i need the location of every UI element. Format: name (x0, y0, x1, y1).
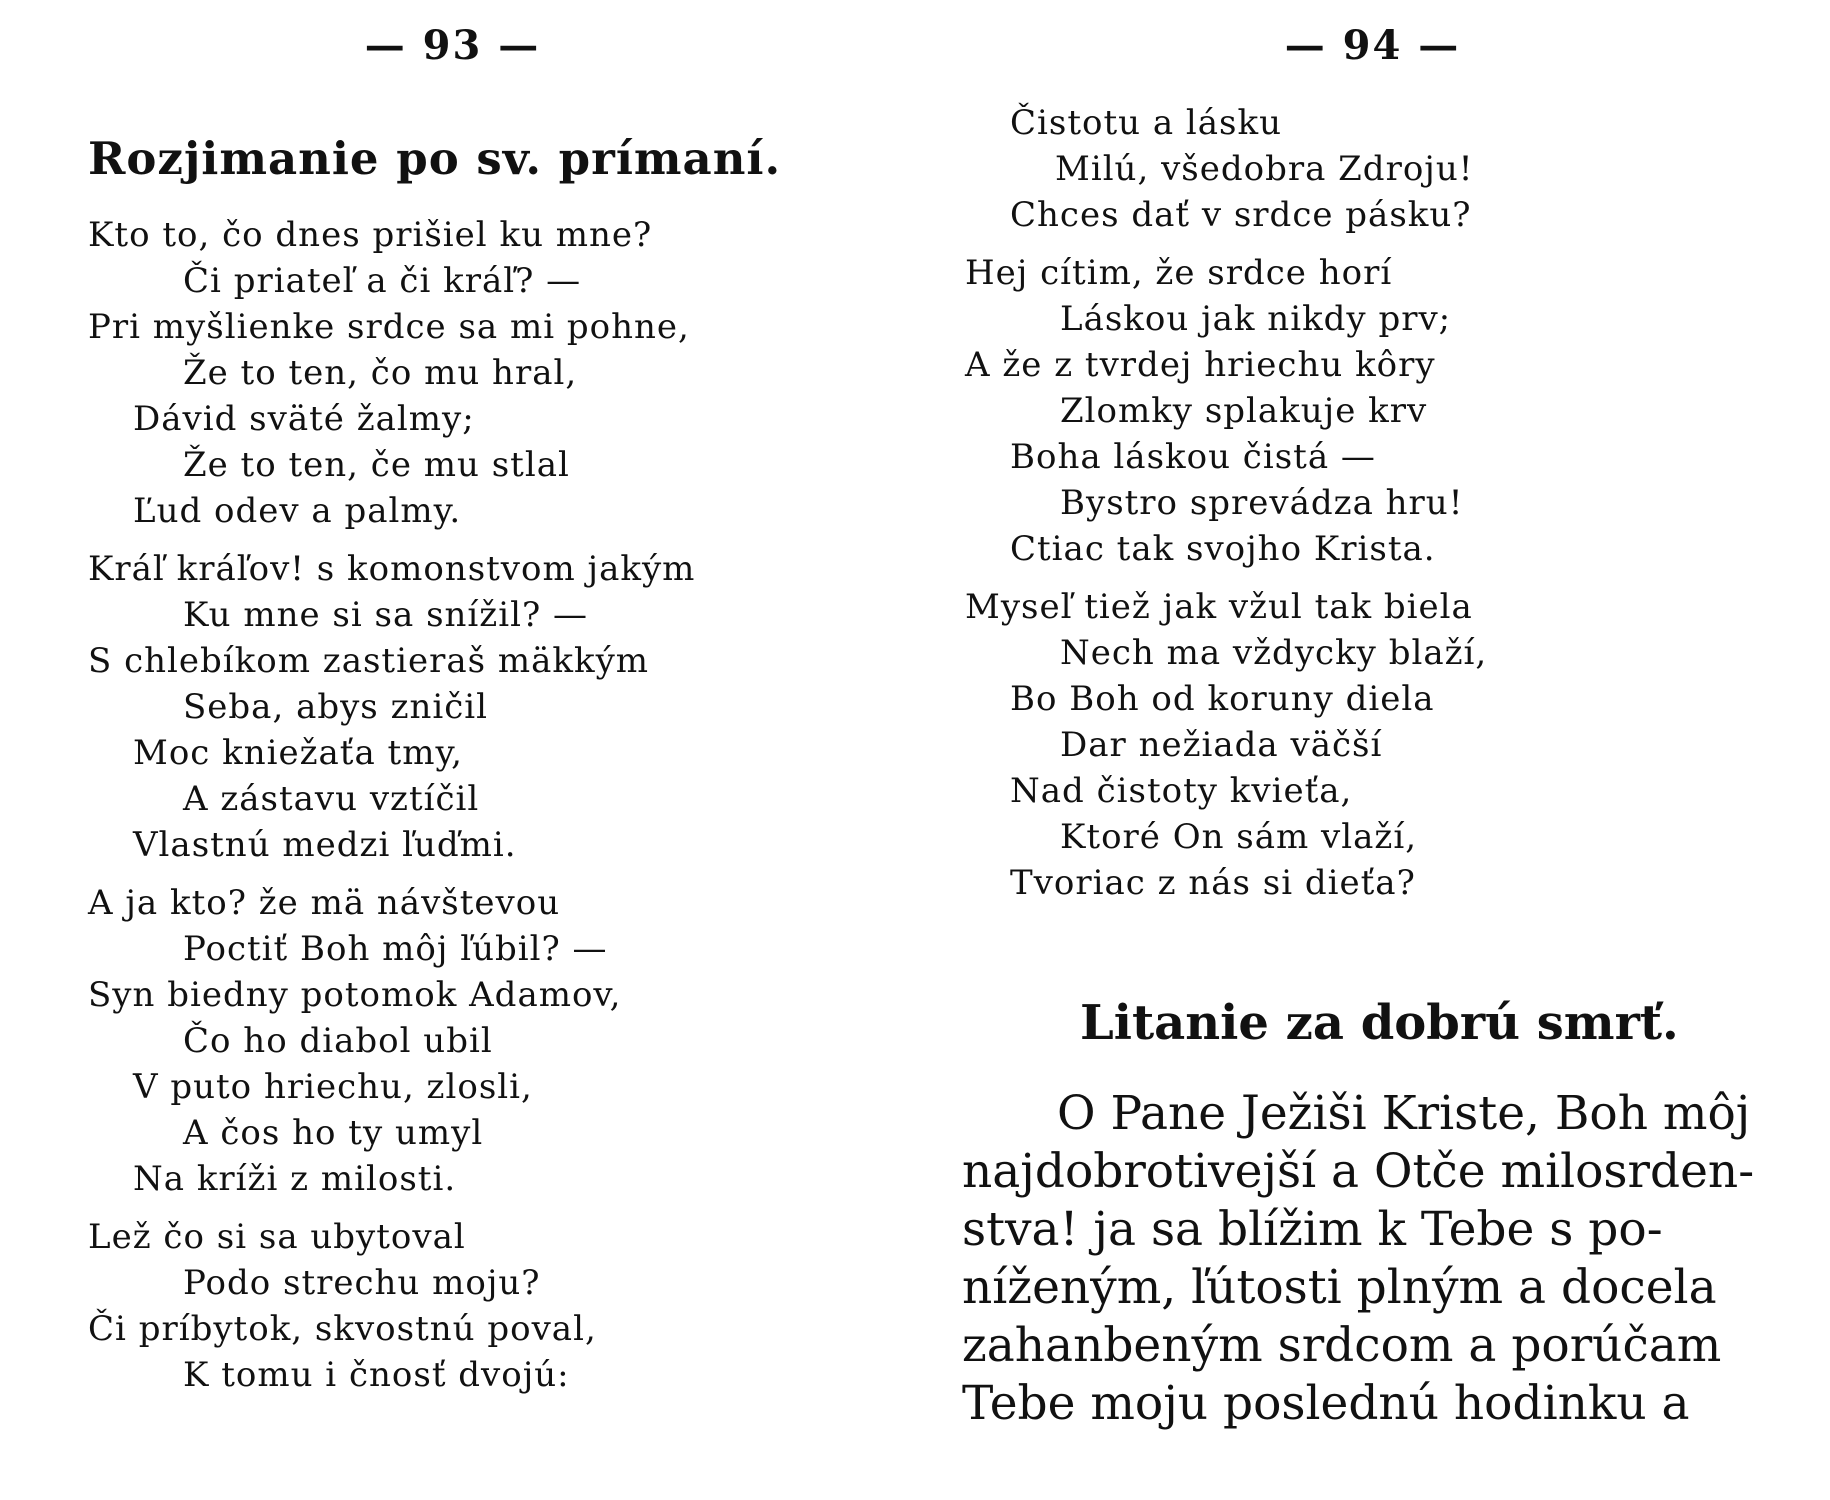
verse-line: Ktoré On sám vlaží, (1060, 817, 1418, 857)
verse-line: Pri myšlienke srdce sa mi pohne, (88, 307, 690, 347)
verse-line: Lež čo si sa ubytoval (88, 1217, 466, 1257)
text-line: stva! ja sa blížim k Tebe s po- (962, 1202, 1663, 1257)
text-line: O Pane Ježiši Kriste, Boh môj (1057, 1086, 1751, 1141)
verse-line: Moc kniežaťa tmy, (133, 733, 463, 773)
verse-line: Čo ho diabol ubil (183, 1021, 493, 1061)
verse-line: Chces dať v srdce pásku? (1010, 195, 1472, 235)
verse-line: Nad čistoty kvieťa, (1010, 771, 1353, 811)
verse-line: S chlebíkom zastieraš mäkkým (88, 641, 650, 681)
verse-line: Poctiť Boh môj ľúbil? — (183, 929, 608, 969)
text-line: zahanbeným srdcom a porúčam (962, 1318, 1722, 1373)
verse-line: Že to ten, če mu stlal (183, 445, 570, 485)
stanza (88, 212, 695, 534)
verse-line: Nech ma vždycky blaží, (1060, 633, 1488, 673)
poem-left (88, 212, 695, 1398)
stanza (88, 546, 695, 868)
verse-line: Bo Boh od koruny diela (1010, 679, 1435, 719)
verse-line: Či príbytok, skvostnú poval, (88, 1309, 597, 1349)
verse-line: Bystro sprevádza hru! (1060, 483, 1464, 523)
stanza (88, 880, 695, 1202)
verse-line: Seba, abys zničil (183, 687, 489, 727)
stanza (1010, 100, 1487, 238)
verse-line: Zlomky splakuje krv (1060, 391, 1428, 431)
verse-line: Syn biedny potomok Adamov, (88, 975, 622, 1015)
text-line: Tebe moju poslednú hodinku a (962, 1376, 1690, 1431)
litany-text (962, 1085, 1814, 1433)
verse-line: A zástavu vztíčil (183, 779, 480, 819)
litany-title: Litanie za dobrú smrť. (1080, 995, 1679, 1051)
poem-title: Rozjimanie po sv. prímaní. (88, 132, 782, 185)
verse-line: Čistotu a lásku (1010, 103, 1283, 143)
page-number-right: — 94 — (1284, 22, 1461, 69)
verse-line: Myseľ tiež jak vžul tak biela (965, 587, 1473, 627)
verse-line: Milú, všedobra Zdroju! (1055, 149, 1474, 189)
verse-line: Kto to, čo dnes prišiel ku mne? (88, 215, 653, 255)
verse-line: Hej cítim, že srdce horí (965, 253, 1393, 293)
verse-line: Ľud odev a palmy. (133, 491, 462, 531)
text-line: níženým, ľútosti plným a docela (962, 1260, 1717, 1315)
verse-line: Tvoriac z nás si dieťa? (1010, 863, 1416, 903)
verse-line: Dar nežiada väčší (1060, 725, 1383, 765)
verse-line: A že z tvrdej hriechu kôry (965, 345, 1436, 385)
verse-line: Dávid sväté žalmy; (133, 399, 475, 439)
verse-line: V puto hriechu, zlosli, (133, 1067, 533, 1107)
verse-line: A čos ho ty umyl (183, 1113, 484, 1153)
stanza (965, 250, 1487, 572)
verse-line: Podo strechu moju? (183, 1263, 541, 1303)
stanza (88, 1214, 695, 1398)
verse-line: Láskou jak nikdy prv; (1060, 299, 1452, 339)
verse-line: Ku mne si sa snížil? — (183, 595, 588, 635)
text-line: najdobrotivejší a Otče milosrden- (962, 1144, 1755, 1199)
page-number-left: — 93 — (364, 22, 541, 69)
poem-right (965, 100, 1488, 906)
verse-line: Či priateľ a či kráľ? — (183, 261, 582, 301)
stanza (965, 584, 1487, 906)
verse-line: A ja kto? že mä návštevou (88, 883, 561, 923)
verse-line: Kráľ kráľov! s komonstvom jakým (88, 549, 696, 589)
verse-line: Na kríži z milosti. (133, 1159, 457, 1199)
verse-line: Vlastnú medzi ľuďmi. (133, 825, 517, 865)
verse-line: Boha láskou čistá — (1010, 437, 1376, 477)
verse-line: K tomu i čnosť dvojú: (183, 1355, 570, 1395)
verse-line: Že to ten, čo mu hral, (183, 353, 578, 393)
verse-line: Ctiac tak svojho Krista. (1010, 529, 1436, 569)
